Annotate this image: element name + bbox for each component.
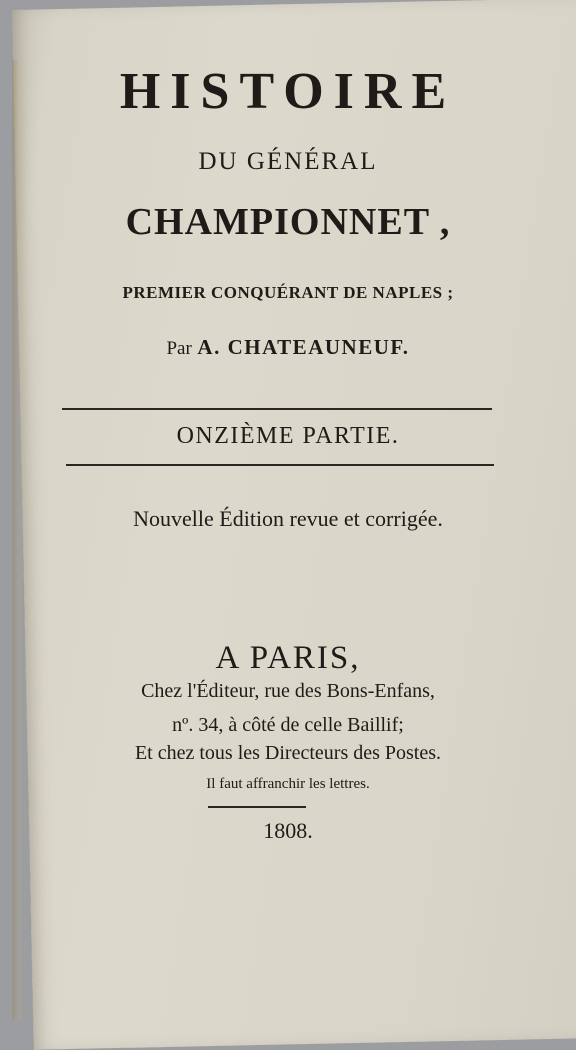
subtitle-du-general (0, 148, 576, 176)
imprint-publisher-line-2: nº. 34, à côté de celle Baillif; (172, 714, 404, 736)
book-title: HISTOIRE (119, 63, 457, 120)
subject-description: PREMIER CONQUÉRANT DE NAPLES ; (122, 283, 454, 302)
rule-bottom (66, 464, 494, 466)
imprint-publisher-line-4: Il faut affranchir les lettres. (206, 776, 370, 792)
imprint-publisher-line-1: Chez l'Éditeur, rue des Bons-Enfans, (141, 680, 435, 702)
subject-name: CHAMPIONNET , (125, 201, 451, 243)
subtitle-general: GÉNÉRAL (246, 148, 378, 175)
imprint-publisher-line-3: Et chez tous les Directeurs des Postes. (134, 742, 442, 764)
author-line (0, 335, 576, 360)
rule-imprint (208, 806, 306, 808)
imprint-year: 1808. (263, 818, 313, 843)
part-label: ONZIÈME PARTIE. (176, 423, 400, 449)
edition-note: Nouvelle Édition revue et corrigée. (133, 506, 443, 531)
author-name: A. CHATEAUNEUF. (197, 335, 410, 359)
subtitle-du: DU (198, 148, 239, 175)
author-prefix: Par (166, 338, 192, 359)
imprint-city: A PARIS, (215, 640, 361, 676)
rule-top (62, 408, 492, 410)
